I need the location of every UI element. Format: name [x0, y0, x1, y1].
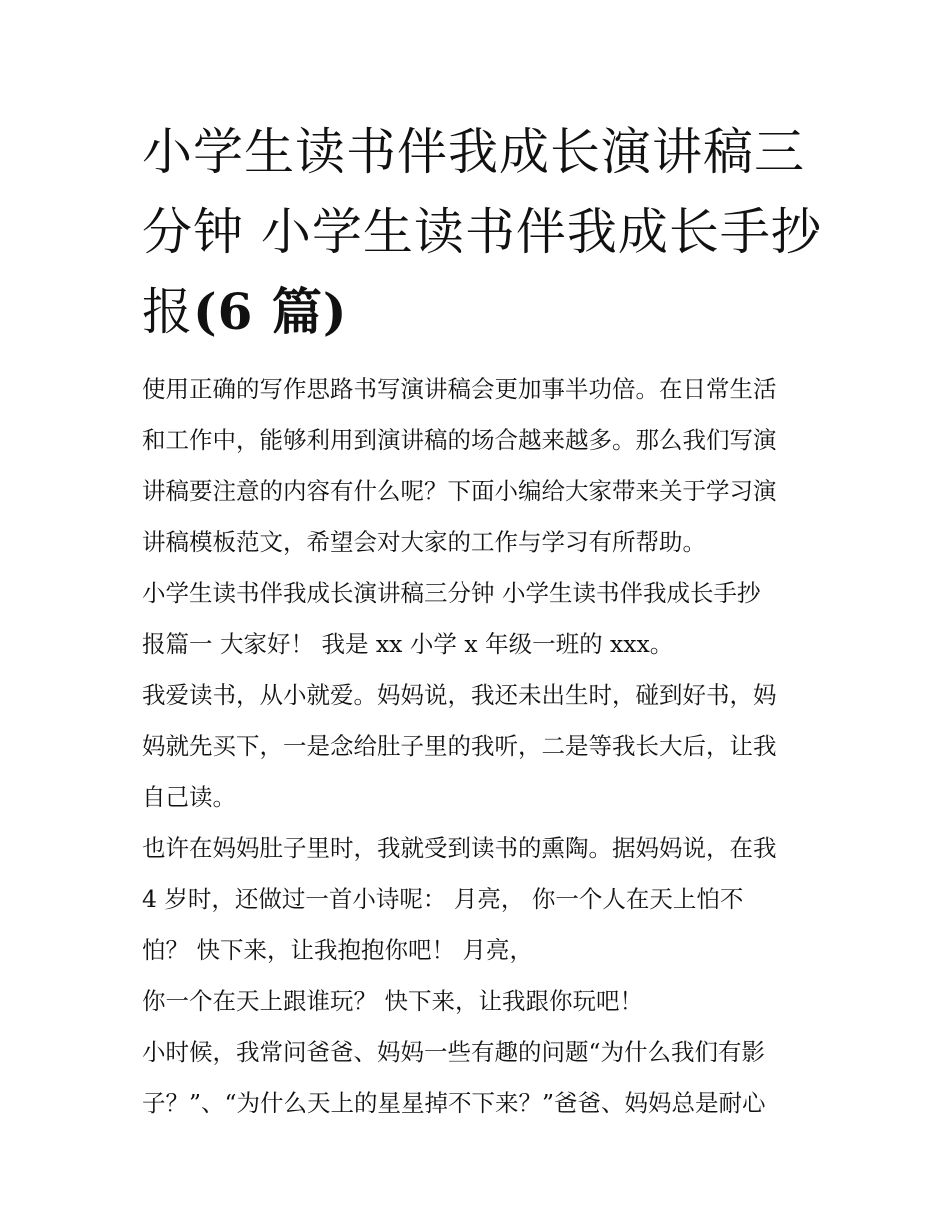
- paragraph-intro: [142, 364, 814, 568]
- text-line: 使用正确的写作思路书写演讲稿会更加事半功倍。在日常生活: [142, 375, 777, 403]
- document-title: [142, 112, 822, 352]
- text-line: 妈就先买下，一是念给肚子里的我听，二是等我长大后，让我: [142, 732, 777, 760]
- text-line: 讲稿模板范文，希望会对大家的工作与学习有所帮助。: [142, 528, 706, 556]
- text-line: 子？”、“为什么天上的星星掉不下来？”爸爸、妈妈总是耐心: [142, 1089, 766, 1117]
- text-line: 你一个在天上跟谁玩？ 快下来，让我跟你玩吧！: [142, 987, 643, 1015]
- title-line: 分钟 小学生读书伴我成长手抄: [142, 203, 822, 261]
- text-line: 自己读。: [142, 783, 236, 811]
- paragraph-body: [142, 1027, 814, 1129]
- paragraph-body: [142, 670, 814, 823]
- text-line: 我爱读书，从小就爱。妈妈说，我还未出生时，碰到好书，妈: [142, 681, 777, 709]
- title-line: [142, 272, 814, 352]
- text-line: 4 岁时，还做过一首小诗呢： 月亮， 你一个人在天上怕不: [142, 885, 744, 913]
- title-line-part: (6 篇): [193, 282, 348, 341]
- text-line: 和工作中，能够利用到演讲稿的场合越来越多。那么我们写演: [142, 426, 777, 454]
- text-line: 讲稿要注意的内容有什么呢？下面小编给大家带来关于学习演: [142, 477, 777, 505]
- paragraph-heading: [142, 568, 814, 670]
- paragraph-body: [142, 976, 814, 1027]
- text-line: 报篇一 大家好！ 我是 xx 小学 x 年级一班的 xxx。: [142, 630, 674, 658]
- text-line: 小时候，我常问爸爸、妈妈一些有趣的问题“为什么我们有影: [142, 1038, 766, 1066]
- paragraph-body: [142, 823, 814, 976]
- text-line: 小学生读书伴我成长演讲稿三分钟 小学生读书伴我成长手抄: [142, 579, 761, 607]
- title-line-part: 报: [142, 283, 193, 341]
- title-line: 小学生读书伴我成长演讲稿三: [142, 123, 805, 181]
- document-page: [142, 112, 822, 1129]
- text-line: 也许在妈妈肚子里时，我就受到读书的熏陶。据妈妈说，在我: [142, 834, 777, 862]
- text-line: 怕？ 快下来，让我抱抱你吧！ 月亮，: [142, 936, 533, 964]
